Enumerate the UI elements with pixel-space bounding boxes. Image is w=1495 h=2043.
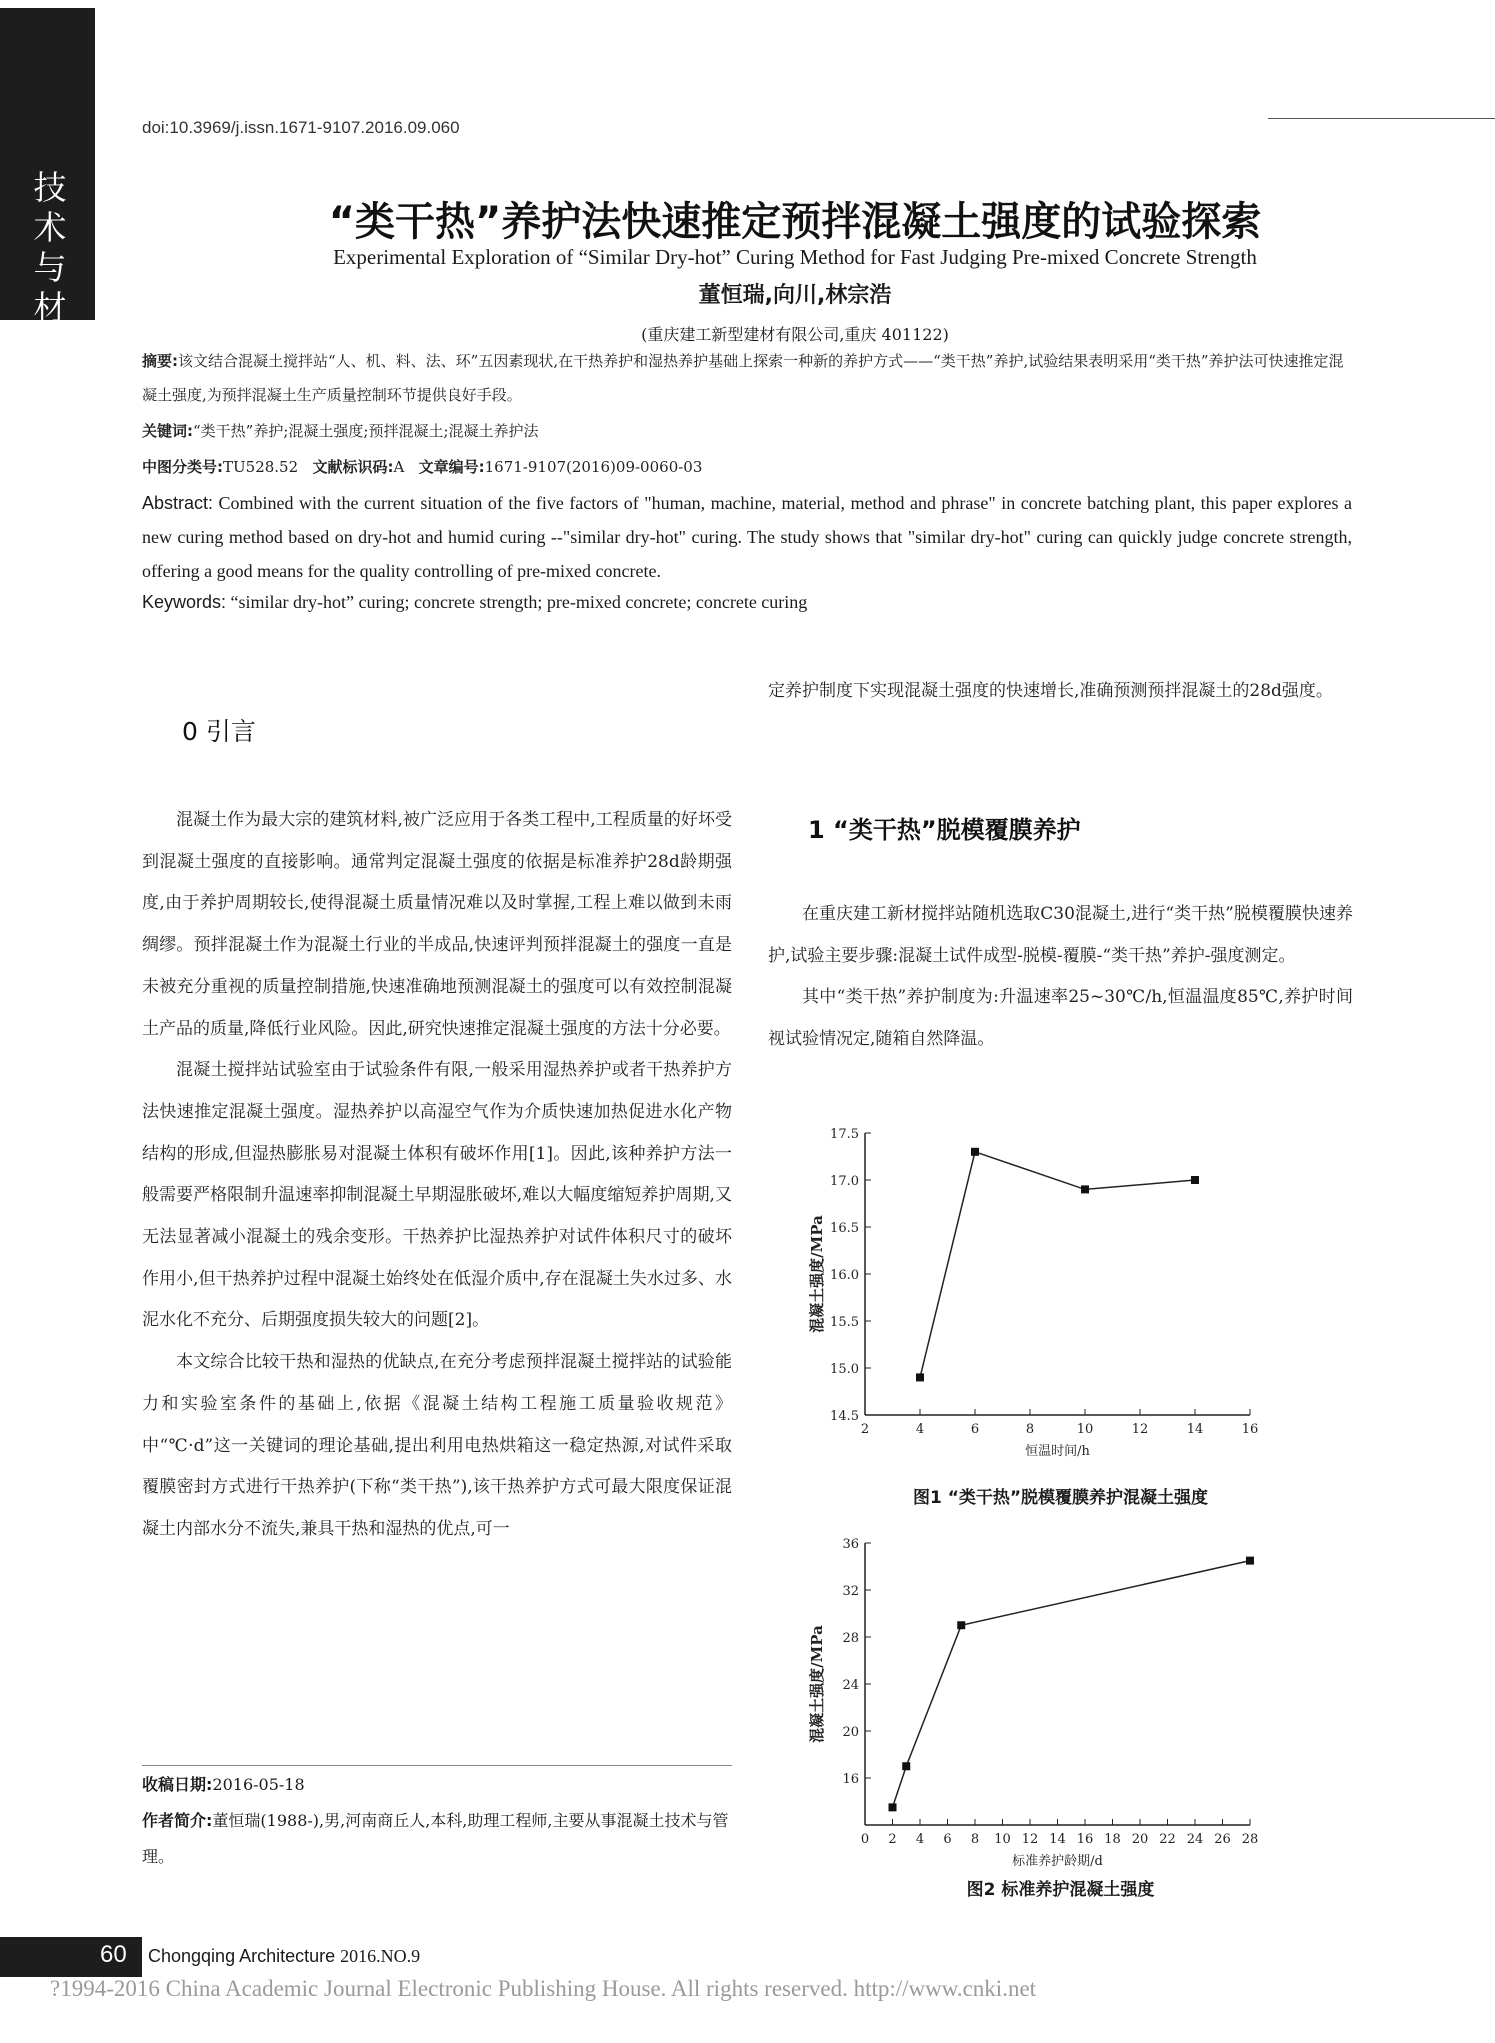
y-tick-label: 16.5 <box>830 1221 859 1236</box>
x-tick-label: 20 <box>1131 1832 1149 1847</box>
x-tick-label: 4 <box>915 1422 925 1437</box>
x-tick-label: 0 <box>860 1832 870 1847</box>
figure-2-caption: 图2 标准养护混凝土强度 <box>966 1880 1155 1900</box>
section-1-heading: 1 “类干热”脱模覆膜养护 <box>808 816 1081 844</box>
author-intro-label: 作者简介: <box>142 1811 213 1830</box>
y-tick-label: 24 <box>842 1678 859 1693</box>
y-tick-label: 16 <box>842 1772 859 1787</box>
left-column-body <box>142 800 732 1551</box>
classification-line <box>142 450 1352 484</box>
doccode-value: A <box>393 458 405 476</box>
data-point <box>1191 1176 1199 1184</box>
y-tick-label: 14.5 <box>830 1409 859 1424</box>
received-label: 收稿日期: <box>142 1775 213 1794</box>
x-tick-label: 16 <box>1076 1832 1094 1847</box>
x-tick-label: 10 <box>1076 1422 1094 1437</box>
abstract-en-text: Combined with the current situation of the five factors of "human, machine, material, method and phrase" in concrete batching plant, this paper explores a new curing method based on dry-hot and humid curing --"similar dry-hot" curing. The study shows that "similar dry-hot" curing can quickly judge concrete strength, offering a good means for the quality controlling of pre-mixed concrete. <box>142 493 1352 581</box>
figure-2-chart <box>800 1525 1280 1875</box>
author-intro <box>142 1803 732 1875</box>
series-line <box>893 1561 1251 1808</box>
y-tick-label: 28 <box>842 1631 859 1646</box>
doccode-label: 文献标识码: <box>312 458 394 476</box>
keywords-zh <box>142 414 1352 448</box>
abstract-label: 摘要: <box>142 352 178 370</box>
x-tick-label: 2 <box>860 1422 870 1437</box>
x-tick-label: 12 <box>1021 1832 1039 1847</box>
abstract-en <box>142 486 1352 588</box>
x-tick-label: 28 <box>1241 1832 1259 1847</box>
footnotes <box>142 1767 732 1875</box>
x-tick-label: 14 <box>1186 1422 1204 1437</box>
x-tick-label: 18 <box>1104 1832 1121 1847</box>
keywords-zh-text: “类干热”养护;混凝土强度;预拌混凝土;混凝土养护法 <box>193 422 539 440</box>
figure-1-chart <box>800 1115 1280 1465</box>
sidebar-section-tab <box>0 8 95 367</box>
series-line <box>920 1152 1195 1378</box>
y-tick-label: 32 <box>842 1584 859 1599</box>
data-point <box>889 1803 897 1811</box>
abstract-zh <box>142 344 1352 412</box>
x-tick-label: 24 <box>1186 1832 1204 1847</box>
title-en: Experimental Exploration of “Similar Dry-hot” Curing Method for Fast Judging Pre-mixed Concrete Strength <box>333 245 1257 269</box>
received-value: 2016-05-18 <box>212 1775 305 1794</box>
paragraph: 混凝土作为最大宗的建筑材料,被广泛应用于各类工程中,工程质量的好坏受到混凝土强度的直接影响。通常判定混凝土强度的依据是标准养护28d龄期强度,由于养护周期较长,使得混凝土质量情况难以及时掌握,工程上难以做到未雨绸缪。预拌混凝土作为混凝土行业的半成品,快速评判预拌混凝土的强度一直是未被充分重视的质量控制措施,快速准确地预测混凝土的强度可以有效控制混凝土产品的质量,降低行业风险。因此,研究快速推定混凝土强度的方法十分必要。 <box>142 810 732 1039</box>
x-tick-label: 2 <box>888 1832 897 1847</box>
y-tick-label: 20 <box>842 1725 859 1740</box>
x-tick-label: 8 <box>1025 1422 1035 1437</box>
abstract-zh-text: 该文结合混凝土搅拌站“人、机、料、法、环”五因素现状,在干热养护和湿热养护基础上探索一种新的养护方式——“类干热”养护,试验结果表明采用“类干热”养护法可快速推定混凝土强度,为预拌混凝土生产质量控制环节提供良好手段。 <box>142 352 1344 404</box>
abstract-en-label: Abstract: <box>142 493 214 513</box>
clc-value: TU528.52 <box>223 458 299 476</box>
section-0-heading: 0 引言 <box>182 717 256 746</box>
x-tick-label: 6 <box>943 1832 952 1847</box>
authors: 董恒瑞,向川,林宗浩 <box>698 283 892 308</box>
y-axis-label: 混凝土强度/MPa <box>808 1625 826 1743</box>
copyright: ?1994-2016 China Academic Journal Electronic Publishing House. All rights reserved. http://www.cnki.net <box>50 1976 1037 2001</box>
paragraph: 其中“类干热”养护制度为:升温速率25~30℃/h,恒温温度85℃,养护时间视试验情况定,随箱自然降温。 <box>768 987 1353 1050</box>
keywords-en-label: Keywords: <box>142 592 227 612</box>
x-tick-label: 26 <box>1214 1832 1231 1847</box>
data-point <box>1246 1557 1254 1565</box>
article-no-value: 1671-9107(2016)09-0060-03 <box>484 458 703 476</box>
paragraph: 混凝土搅拌站试验室由于试验条件有限,一般采用湿热养护或者干热养护方法快速推定混凝土强度。湿热养护以高湿空气作为介质快速加热促进水化产物结构的形成,但湿热膨胀易对混凝土体积有破坏作用[1]。因此,该种养护方法一般需要严格限制升温速率抑制混凝土早期湿胀破坏,难以大幅度缩短养护周期,又无法显著减小混凝土的残余变形。干热养护比湿热养护对试件体积尺寸的破坏作用小,但干热养护过程中混凝土始终处在低湿介质中,存在混凝土失水过多、水泥水化不充分、后期强度损失较大的问题[2]。 <box>142 1060 732 1331</box>
right-column-body <box>768 894 1353 1061</box>
x-tick-label: 10 <box>994 1832 1011 1847</box>
page-number: 60 <box>100 1941 127 1968</box>
article-no-label: 文章编号: <box>418 458 485 476</box>
doi: doi:10.3969/j.issn.1671-9107.2016.09.060 <box>142 118 460 137</box>
data-point <box>902 1762 910 1770</box>
data-point <box>971 1148 979 1156</box>
y-tick-label: 16.0 <box>830 1268 859 1283</box>
journal-name <box>148 1946 420 1967</box>
y-tick-label: 15.0 <box>830 1362 859 1377</box>
x-tick-label: 6 <box>970 1422 980 1437</box>
title-zh: “类干热”养护法快速推定预拌混凝土强度的试验探索 <box>328 199 1262 245</box>
author-intro-value: 董恒瑞(1988-),男,河南商丘人,本科,助理工程师,主要从事混凝土技术与管理。 <box>142 1811 729 1866</box>
header-rule <box>1268 118 1495 119</box>
data-point <box>916 1373 924 1381</box>
clc-label: 中图分类号: <box>142 458 223 476</box>
x-tick-label: 8 <box>970 1832 980 1847</box>
x-axis-label: 标准养护龄期/d <box>1012 1854 1103 1869</box>
journal-issue: 2016.NO.9 <box>340 1946 421 1966</box>
keywords-en <box>142 592 1352 613</box>
right-top-text: 定养护制度下实现混凝土强度的快速增长,准确预测预拌混凝土的28d强度。 <box>768 681 1333 701</box>
paragraph: 本文综合比较干热和湿热的优缺点,在充分考虑预拌混凝土搅拌站的试验能力和实验室条件的基础上,依据《混凝土结构工程施工质量验收规范》中“℃·d”这一关键词的理论基础,提出利用电热烘箱这一稳定热源,对试件采取覆膜密封方式进行干热养护(下称“类干热”),该干热养护方式可最大限度保证混凝土内部水分不流失,兼具干热和湿热的优点,可一 <box>142 1352 732 1539</box>
footnote-rule <box>142 1765 732 1766</box>
keywords-en-text: “similar dry-hot” curing; concrete strength; pre-mixed concrete; concrete curing <box>230 592 808 612</box>
keywords-label: 关键词: <box>142 422 193 440</box>
y-axis-label: 混凝土强度/MPa <box>808 1215 826 1333</box>
x-tick-label: 4 <box>915 1832 925 1847</box>
y-tick-label: 17.5 <box>830 1127 859 1142</box>
data-point <box>1081 1185 1089 1193</box>
y-tick-label: 36 <box>842 1537 859 1552</box>
y-tick-label: 15.5 <box>830 1315 859 1330</box>
sidebar-label: 技术与材料 <box>33 168 67 367</box>
x-tick-label: 22 <box>1159 1832 1176 1847</box>
paragraph: 在重庆建工新材搅拌站随机选取C30混凝土,进行“类干热”脱模覆膜快速养护,试验主要步骤:混凝土试件成型-脱模-覆膜-“类干热”养护-强度测定。 <box>768 904 1353 966</box>
x-tick-label: 16 <box>1241 1422 1259 1437</box>
journal-title: Chongqing Architecture <box>148 1946 336 1966</box>
affiliation: (重庆建工新型建材有限公司,重庆 401122) <box>641 325 949 344</box>
x-axis-label: 恒温时间/h <box>1025 1444 1090 1459</box>
x-tick-label: 14 <box>1049 1832 1066 1847</box>
x-tick-label: 12 <box>1131 1422 1149 1437</box>
received-date <box>142 1767 732 1803</box>
figure-1-caption: 图1 “类干热”脱模覆膜养护混凝土强度 <box>912 1488 1209 1508</box>
y-tick-label: 17.0 <box>830 1174 859 1189</box>
data-point <box>957 1621 965 1629</box>
